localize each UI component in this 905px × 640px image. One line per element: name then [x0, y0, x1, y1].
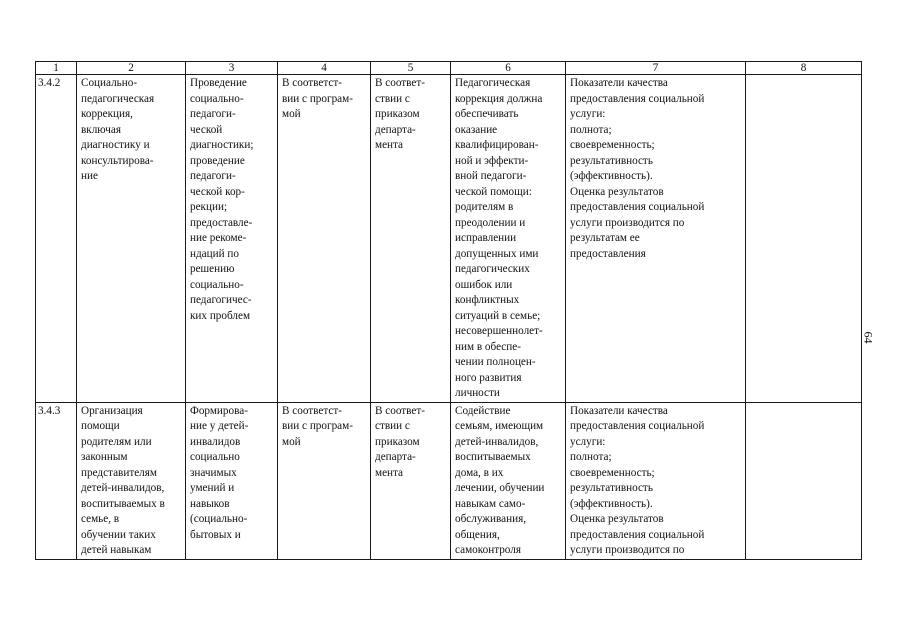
- column-header-6: 6: [451, 62, 566, 75]
- row-number-cell: 3.4.3: [36, 402, 77, 559]
- empty-cell: [746, 402, 862, 559]
- quality-indicators-cell: Показатели качества предоставления социальной услуги: полнота; своевременность; результативность (эффективность). Оценка результатов предоставления социальной услуги производится по: [566, 402, 746, 559]
- column-header-2: 2: [77, 62, 186, 75]
- service-name-cell: Организация помощи родителям или законным представителям детей-инвалидов, воспитываемых в семье, в обучении таких детей навыкам: [77, 402, 186, 559]
- quality-indicators-cell: Показатели качества предоставления социальной услуги: полнота; своевременность; результативность (эффективность). Оценка результатов предоставления социальной услуги производится по результатам ее предоставления: [566, 75, 746, 403]
- service-standard-cell: В соответ- ствии с приказом департа- мента: [371, 75, 451, 403]
- service-term-cell: В соответст- вии с програм- мой: [278, 402, 371, 559]
- table-row: [36, 75, 862, 403]
- services-table: [35, 61, 862, 560]
- service-content-cell: Формирова- ние у детей- инвалидов социально значимых умений и навыков (социально- бытовых и: [186, 402, 278, 559]
- service-conditions-cell: Педагогическая коррекция должна обеспечивать оказание квалифицирован- ной и эффекти- вной педагоги- ческой помощи: родителям в преодолении и исправлении допущенных ими педагогических ошибок или конфликтных ситуаций в семье; несовершеннолет- ним в обеспе- чении полноцен- ного развития личности: [451, 75, 566, 403]
- header-row: [36, 62, 862, 75]
- page-number: 64: [861, 331, 876, 344]
- row-number-cell: 3.4.2: [36, 75, 77, 403]
- service-standard-cell: В соответ- ствии с приказом департа- мента: [371, 402, 451, 559]
- service-content-cell: Проведение социально- педагоги- ческой диагностики; проведение педагоги- ческой кор- рекции; предоставле- ние рекоме- ндаций по решению социально- педагогичес- ких проблем: [186, 75, 278, 403]
- table-row: [36, 402, 862, 559]
- column-header-4: 4: [278, 62, 371, 75]
- service-conditions-cell: Содействие семьям, имеющим детей-инвалидов, воспитываемых дома, в их лечении, обучении навыкам само- обслуживания, общения, самоконтроля: [451, 402, 566, 559]
- column-header-5: 5: [371, 62, 451, 75]
- service-term-cell: В соответст- вии с програм- мой: [278, 75, 371, 403]
- service-name-cell: Социально- педагогическая коррекция, включая диагностику и консультирова- ние: [77, 75, 186, 403]
- column-header-3: 3: [186, 62, 278, 75]
- column-header-7: 7: [566, 62, 746, 75]
- empty-cell: [746, 75, 862, 403]
- column-header-1: 1: [36, 62, 77, 75]
- column-header-8: 8: [746, 62, 862, 75]
